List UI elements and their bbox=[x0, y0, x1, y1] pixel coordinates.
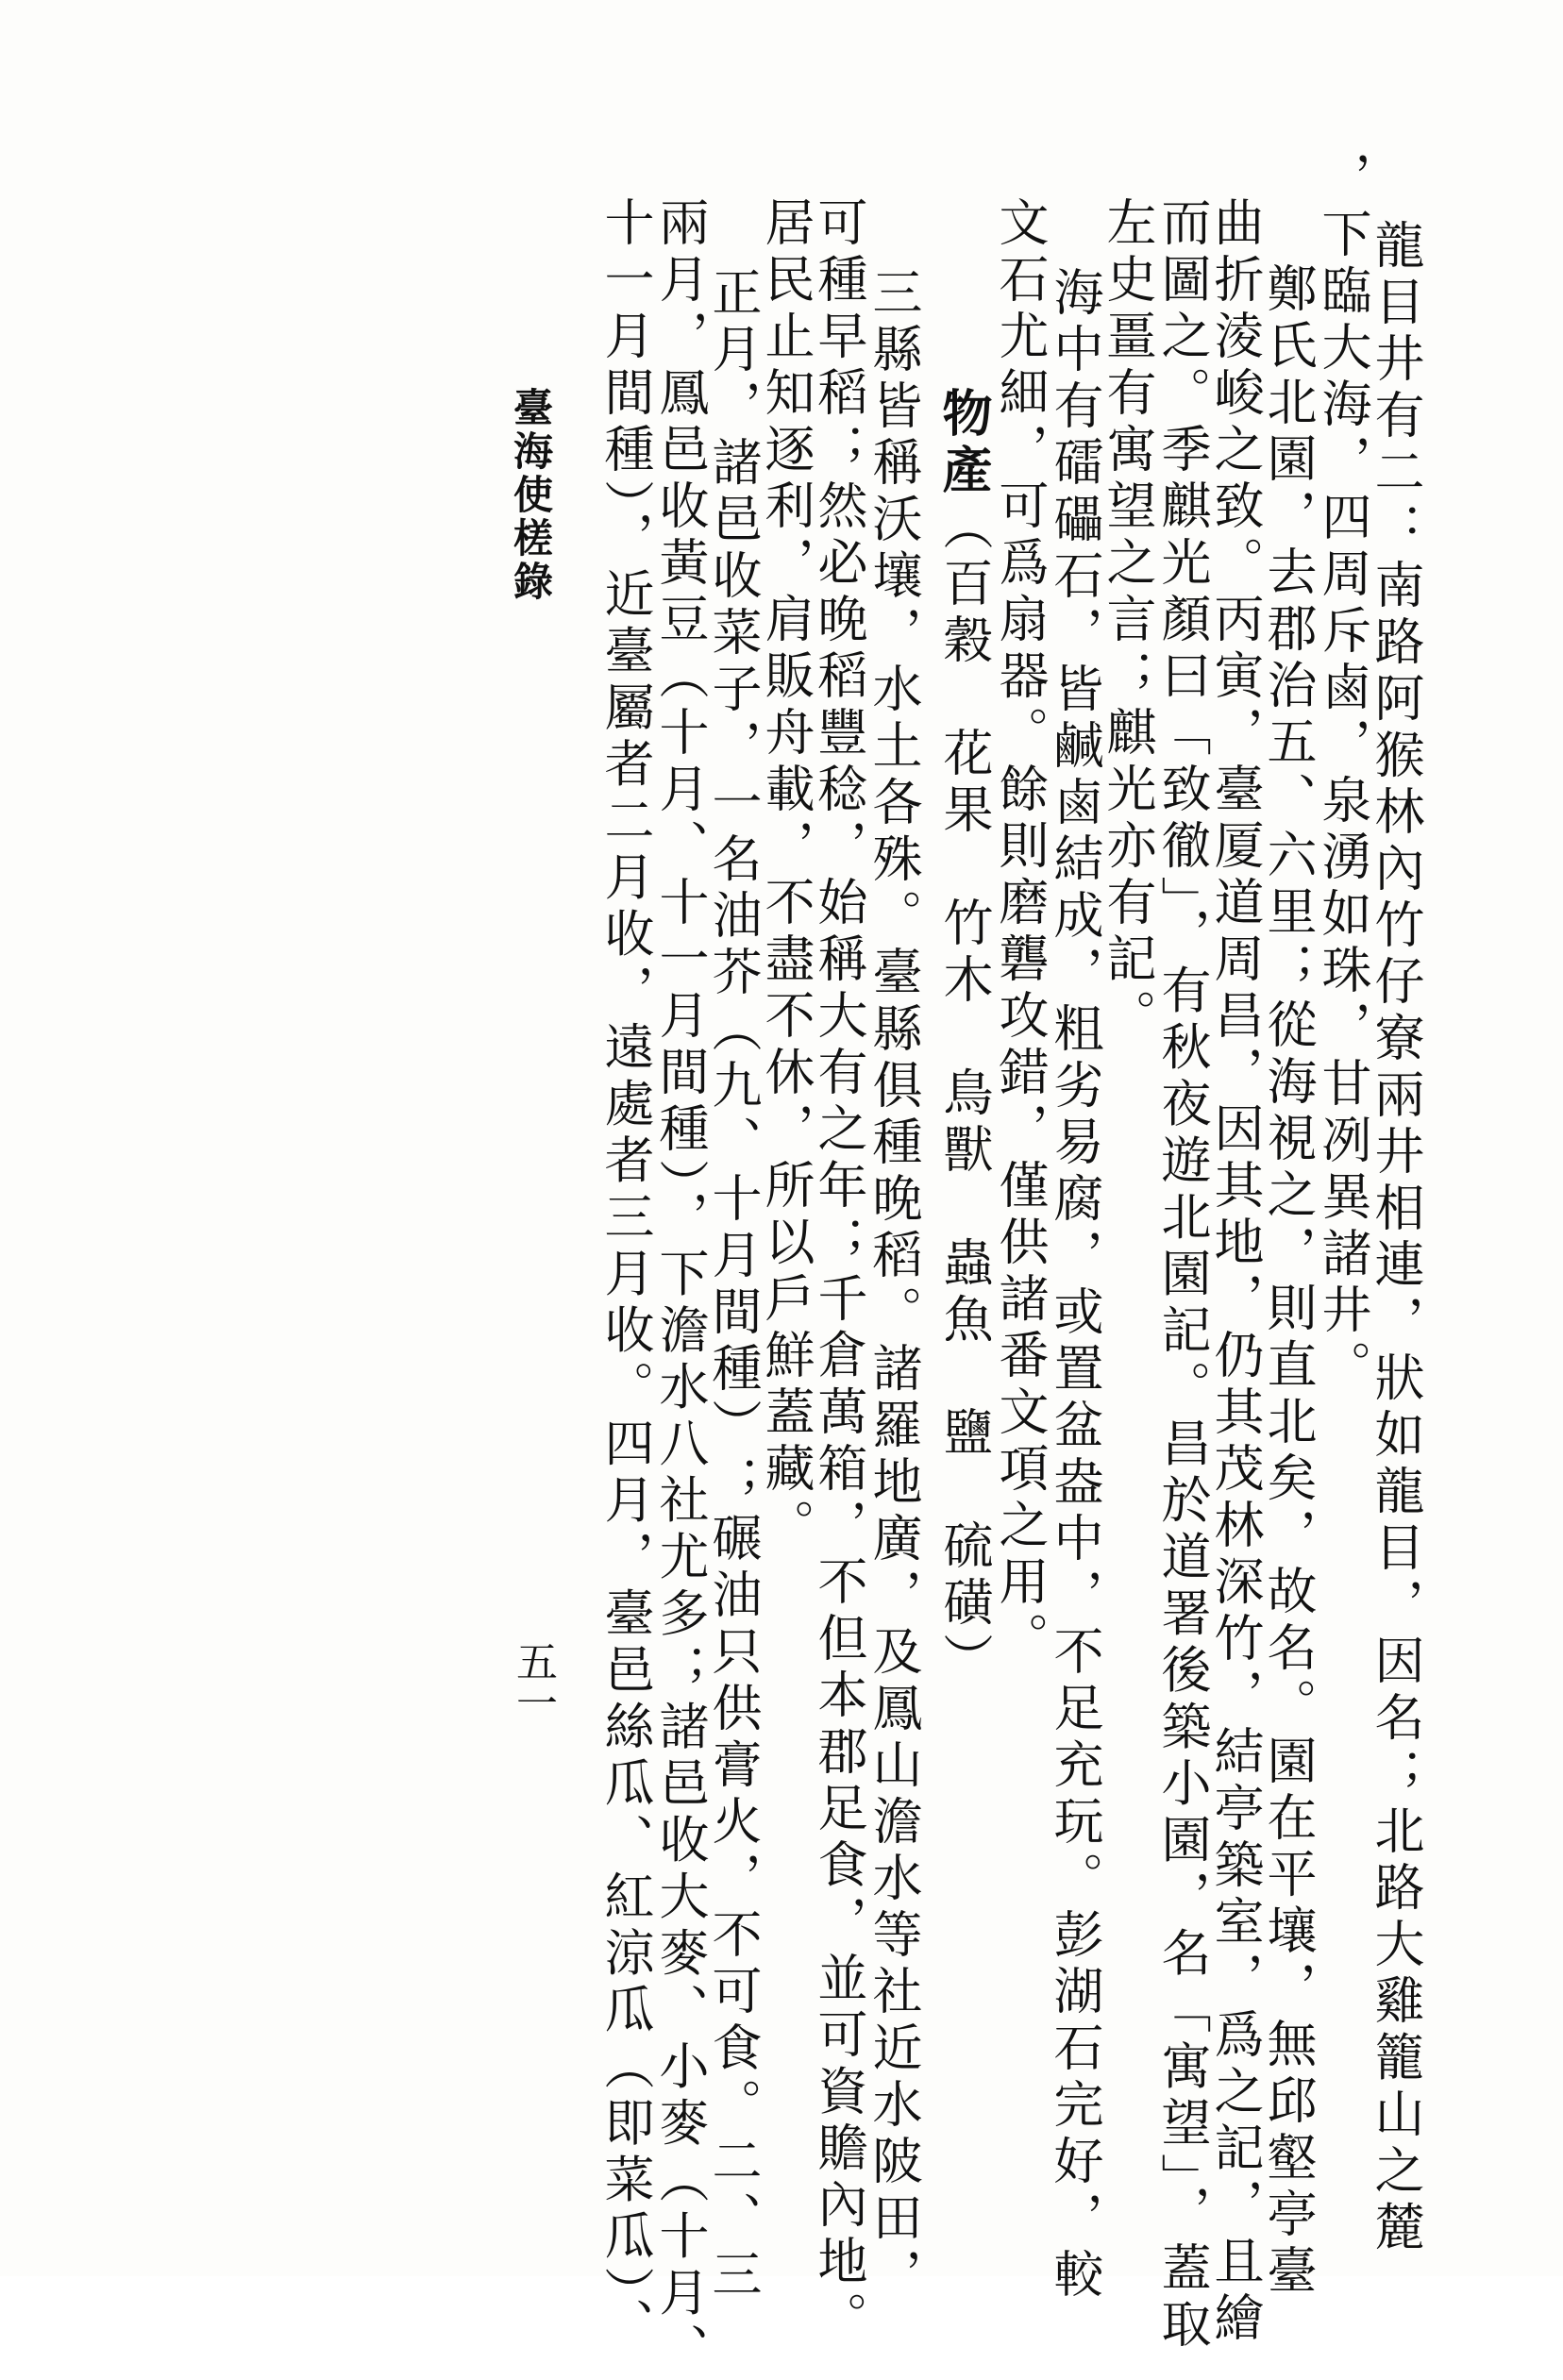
text-column-1: 龍目井有二：南路阿猴林內竹仔寮兩井相連，狀如龍目，因名；北路大雞籠山之麓 bbox=[1367, 219, 1424, 2257]
text-column-14: 十一月間種），近臺屬者二月收，遠處者三月收。四月，臺邑絲瓜、紅涼瓜（即菜瓜）、 bbox=[597, 196, 654, 2355]
text-column-8: 文石尤細，可爲扇器。餘則磨礱攻錯，僅供諸番文項之用。 bbox=[991, 196, 1049, 1668]
text-column-3: 鄭氏北園，去郡治五、六里；從海視之，則直北矣，故名。園在平壤，無邱壑亭臺 bbox=[1259, 262, 1317, 2301]
text-column-13: 兩月，鳳邑收黃豆（十月、十一月間種），下澹水八社尤多；諸邑收大麥、小麥（十月、 bbox=[651, 196, 709, 2380]
running-title: 臺海使槎錄 bbox=[508, 387, 554, 604]
text-column-10: 可種早稻；然必晚稻豐稔，始稱大有之年；千倉萬箱，不但本郡足食，並可資贍內地。 bbox=[810, 196, 867, 2348]
section-items: （百穀 花果 竹木 鳥獸 蟲魚 鹽 硫磺） bbox=[935, 500, 993, 1689]
text-column-12: 正月，諸邑收菜子，一名油芥（九、十月間種）；碾油只供膏火，不可食。二、三 bbox=[704, 266, 762, 2305]
page-number: 五一 bbox=[509, 1640, 557, 1723]
section-title: 物產 bbox=[934, 387, 993, 500]
text-column-9: 三縣皆稱沃壤，水土各殊。臺縣俱種晚稻。諸羅地廣，及鳳山澹水等社近水陂田， bbox=[865, 266, 922, 2305]
text-column-6: 左史畺有寓望之言；麒光亦有記。 bbox=[1099, 196, 1156, 1046]
section-heading bbox=[934, 387, 993, 1689]
text-column-11: 居民止知逐利，肩販舟載，不盡不休，所以戶鮮蓋藏。 bbox=[757, 196, 815, 1555]
text-column-2: ，下臨大海，四周斥鹵，泉湧如珠，甘冽異諸井。 bbox=[1314, 151, 1371, 1397]
text-column-7: 海中有礌礧石，皆鹹鹵結成，粗劣易腐，或置盆盎中，不足充玩。彭湖石完好，較 bbox=[1046, 266, 1103, 2305]
text-column-4: 曲折淩峻之致。丙寅，臺厦道周昌，因其地，仍其茂林深竹，結亭築室，爲之記，且繪 bbox=[1206, 196, 1264, 2348]
text-column-5: 而圖之。季麒光顏曰「致徹」，有秋夜遊北園記。昌於道署後築小園，名「寓望」，蓋取 bbox=[1153, 196, 1211, 2355]
